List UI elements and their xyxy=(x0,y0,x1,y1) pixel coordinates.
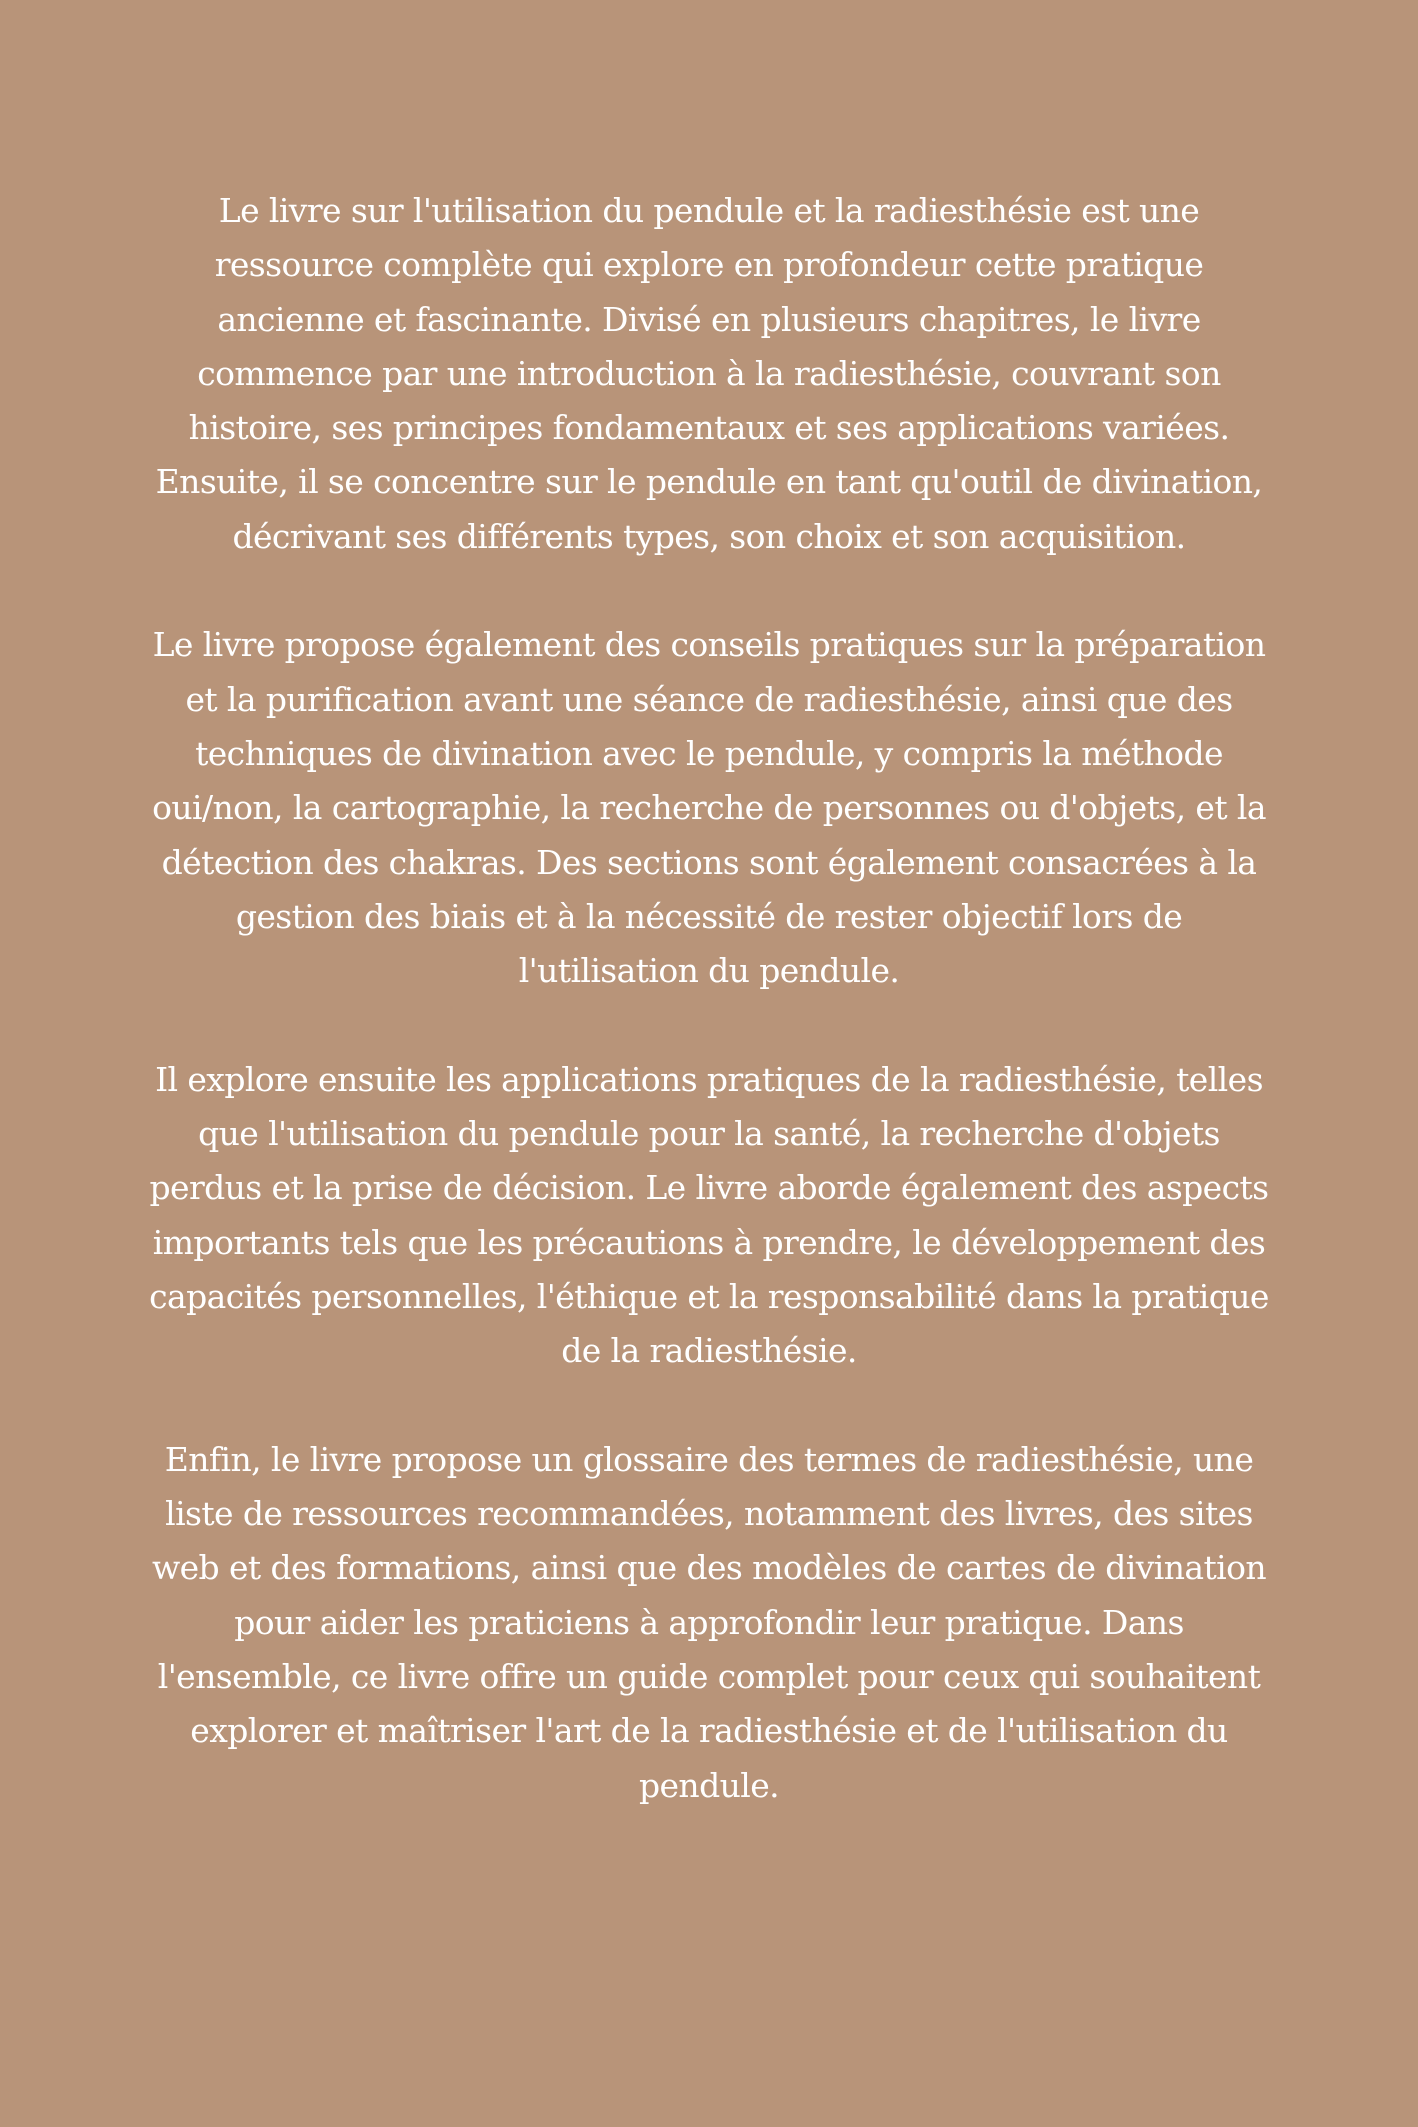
book-description xyxy=(100,184,1318,1813)
description-paragraph-2: Le livre propose également des conseils pratiques sur la préparation et la purification avant une séance de radiesthésie, ainsi que des techniques de divination avec le pendule, y compris la méthode oui/non, la cartographie, la recherche de personnes ou d'objets, et la détection des chakras. Des sections sont également consacrées à la gestion des biais et à la nécessité de rester objectif lors de l'utilisation du pendule. xyxy=(152,625,1266,991)
description-paragraph-3: Il explore ensuite les applications pratiques de la radiesthésie, telles que l'utilisation du pendule pour la santé, la recherche d'objets perdus et la prise de décision. Le livre aborde également des aspects importants tels que les précautions à prendre, le développement des capacités personnelles, l'éthique et la responsabilité dans la pratique de la radiesthésie. xyxy=(149,1059,1269,1371)
description-paragraph-4: Enfin, le livre propose un glossaire des termes de radiesthésie, une liste de ressources recommandées, notamment des livres, des sites web et des formations, ainsi que des modèles de cartes de divination pour aider les praticiens à approfondir leur pratique. Dans l'ensemble, ce livre offre un guide complet pour ceux qui souhaitent explorer et maîtriser l'art de la radiesthésie et de l'utilisation du pendule. xyxy=(151,1439,1267,1805)
description-paragraph-1: Le livre sur l'utilisation du pendule et la radiesthésie est une ressource complète qui explore en profondeur cette pratique ancienne et fascinante. Divisé en plusieurs chapitres, le livre commence par une introduction à la radiesthésie, couvrant son histoire, ses principes fondamentaux et ses applications variées. Ensuite, il se concentre sur le pendule en tant qu'outil de divination, décrivant ses différents types, son choix et son acquisition. xyxy=(155,191,1263,556)
